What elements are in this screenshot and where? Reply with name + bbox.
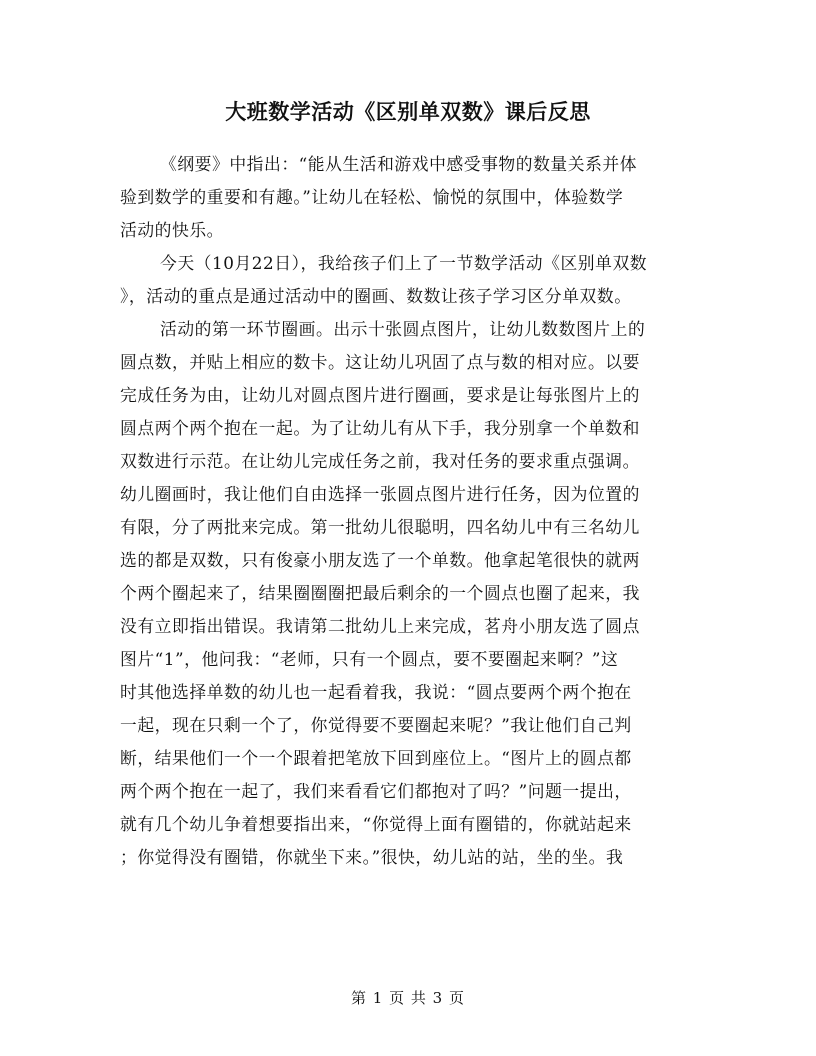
body-line: 图片“1”，他问我：“老师，只有一个圆点，要不要圈起来啊？”这 [120, 649, 619, 669]
body-line: 时其他选择单数的幼儿也一起看着我，我说：“圆点要两个两个抱在 [120, 682, 632, 702]
body-line: 没有立即指出错误。我请第二批幼儿上来完成，茗舟小朋友选了圆点 [120, 616, 640, 636]
body-line: 断，结果他们一个一个跟着把笔放下回到座位上。“图片上的圆点都 [120, 748, 632, 768]
body-line: 今天（10月22日），我给孩子们上了一节数学活动《区别单双数 [160, 253, 648, 273]
body-line: 一起，现在只剩一个了，你觉得要不要圈起来呢？”我让他们自己判 [120, 715, 632, 735]
body-line: 有限，分了两批来完成。第一批幼儿很聪明，四名幼儿中有三名幼儿 [120, 517, 640, 537]
page-footer: 第 1 页 共 3 页 [351, 989, 465, 1007]
body-line: 幼儿圈画时，我让他们自由选择一张圆点图片进行任务，因为位置的 [120, 484, 640, 504]
body-line: 圆点数，并贴上相应的数卡。这让幼儿巩固了点与数的相对应。以要 [120, 352, 640, 372]
document-body [120, 148, 696, 874]
body-line: 圆点两个两个抱在一起。为了让幼儿有从下手，我分别拿一个单数和 [120, 418, 640, 438]
body-line: ；你觉得没有圈错，你就坐下来。”很快，幼儿站的站，坐的坐。我 [120, 847, 624, 867]
body-line: 》，活动的重点是通过活动中的圈画、数数让孩子学习区分单双数。 [120, 286, 632, 306]
body-line: 个两个圈起来了，结果圈圈圈把最后剩余的一个圆点也圈了起来，我 [120, 583, 640, 603]
body-line: 验到数学的重要和有趣。”让幼儿在轻松、愉悦的氛围中，体验数学 [120, 187, 624, 207]
body-line: 完成任务为由，让幼儿对圆点图片进行圈画，要求是让每张图片上的 [120, 385, 640, 405]
body-line: 双数进行示范。在让幼儿完成任务之前，我对任务的要求重点强调。 [120, 451, 640, 471]
body-line: 活动的快乐。 [120, 220, 224, 240]
body-line: 《纲要》中指出：“能从生活和游戏中感受事物的数量关系并体 [160, 154, 638, 174]
body-line: 选的都是双数，只有俊豪小朋友选了一个单数。他拿起笔很快的就两 [120, 550, 640, 570]
body-line: 活动的第一环节圈画。出示十张圆点图片，让幼儿数数图片上的 [160, 319, 646, 339]
body-line: 两个两个抱在一起了，我们来看看它们都抱对了吗？”问题一提出， [120, 781, 632, 801]
page-title: 大班数学活动《区别单双数》课后反思 [225, 99, 591, 124]
body-line: 就有几个幼儿争着想要指出来，“你觉得上面有圈错的，你就站起来 [120, 814, 632, 834]
